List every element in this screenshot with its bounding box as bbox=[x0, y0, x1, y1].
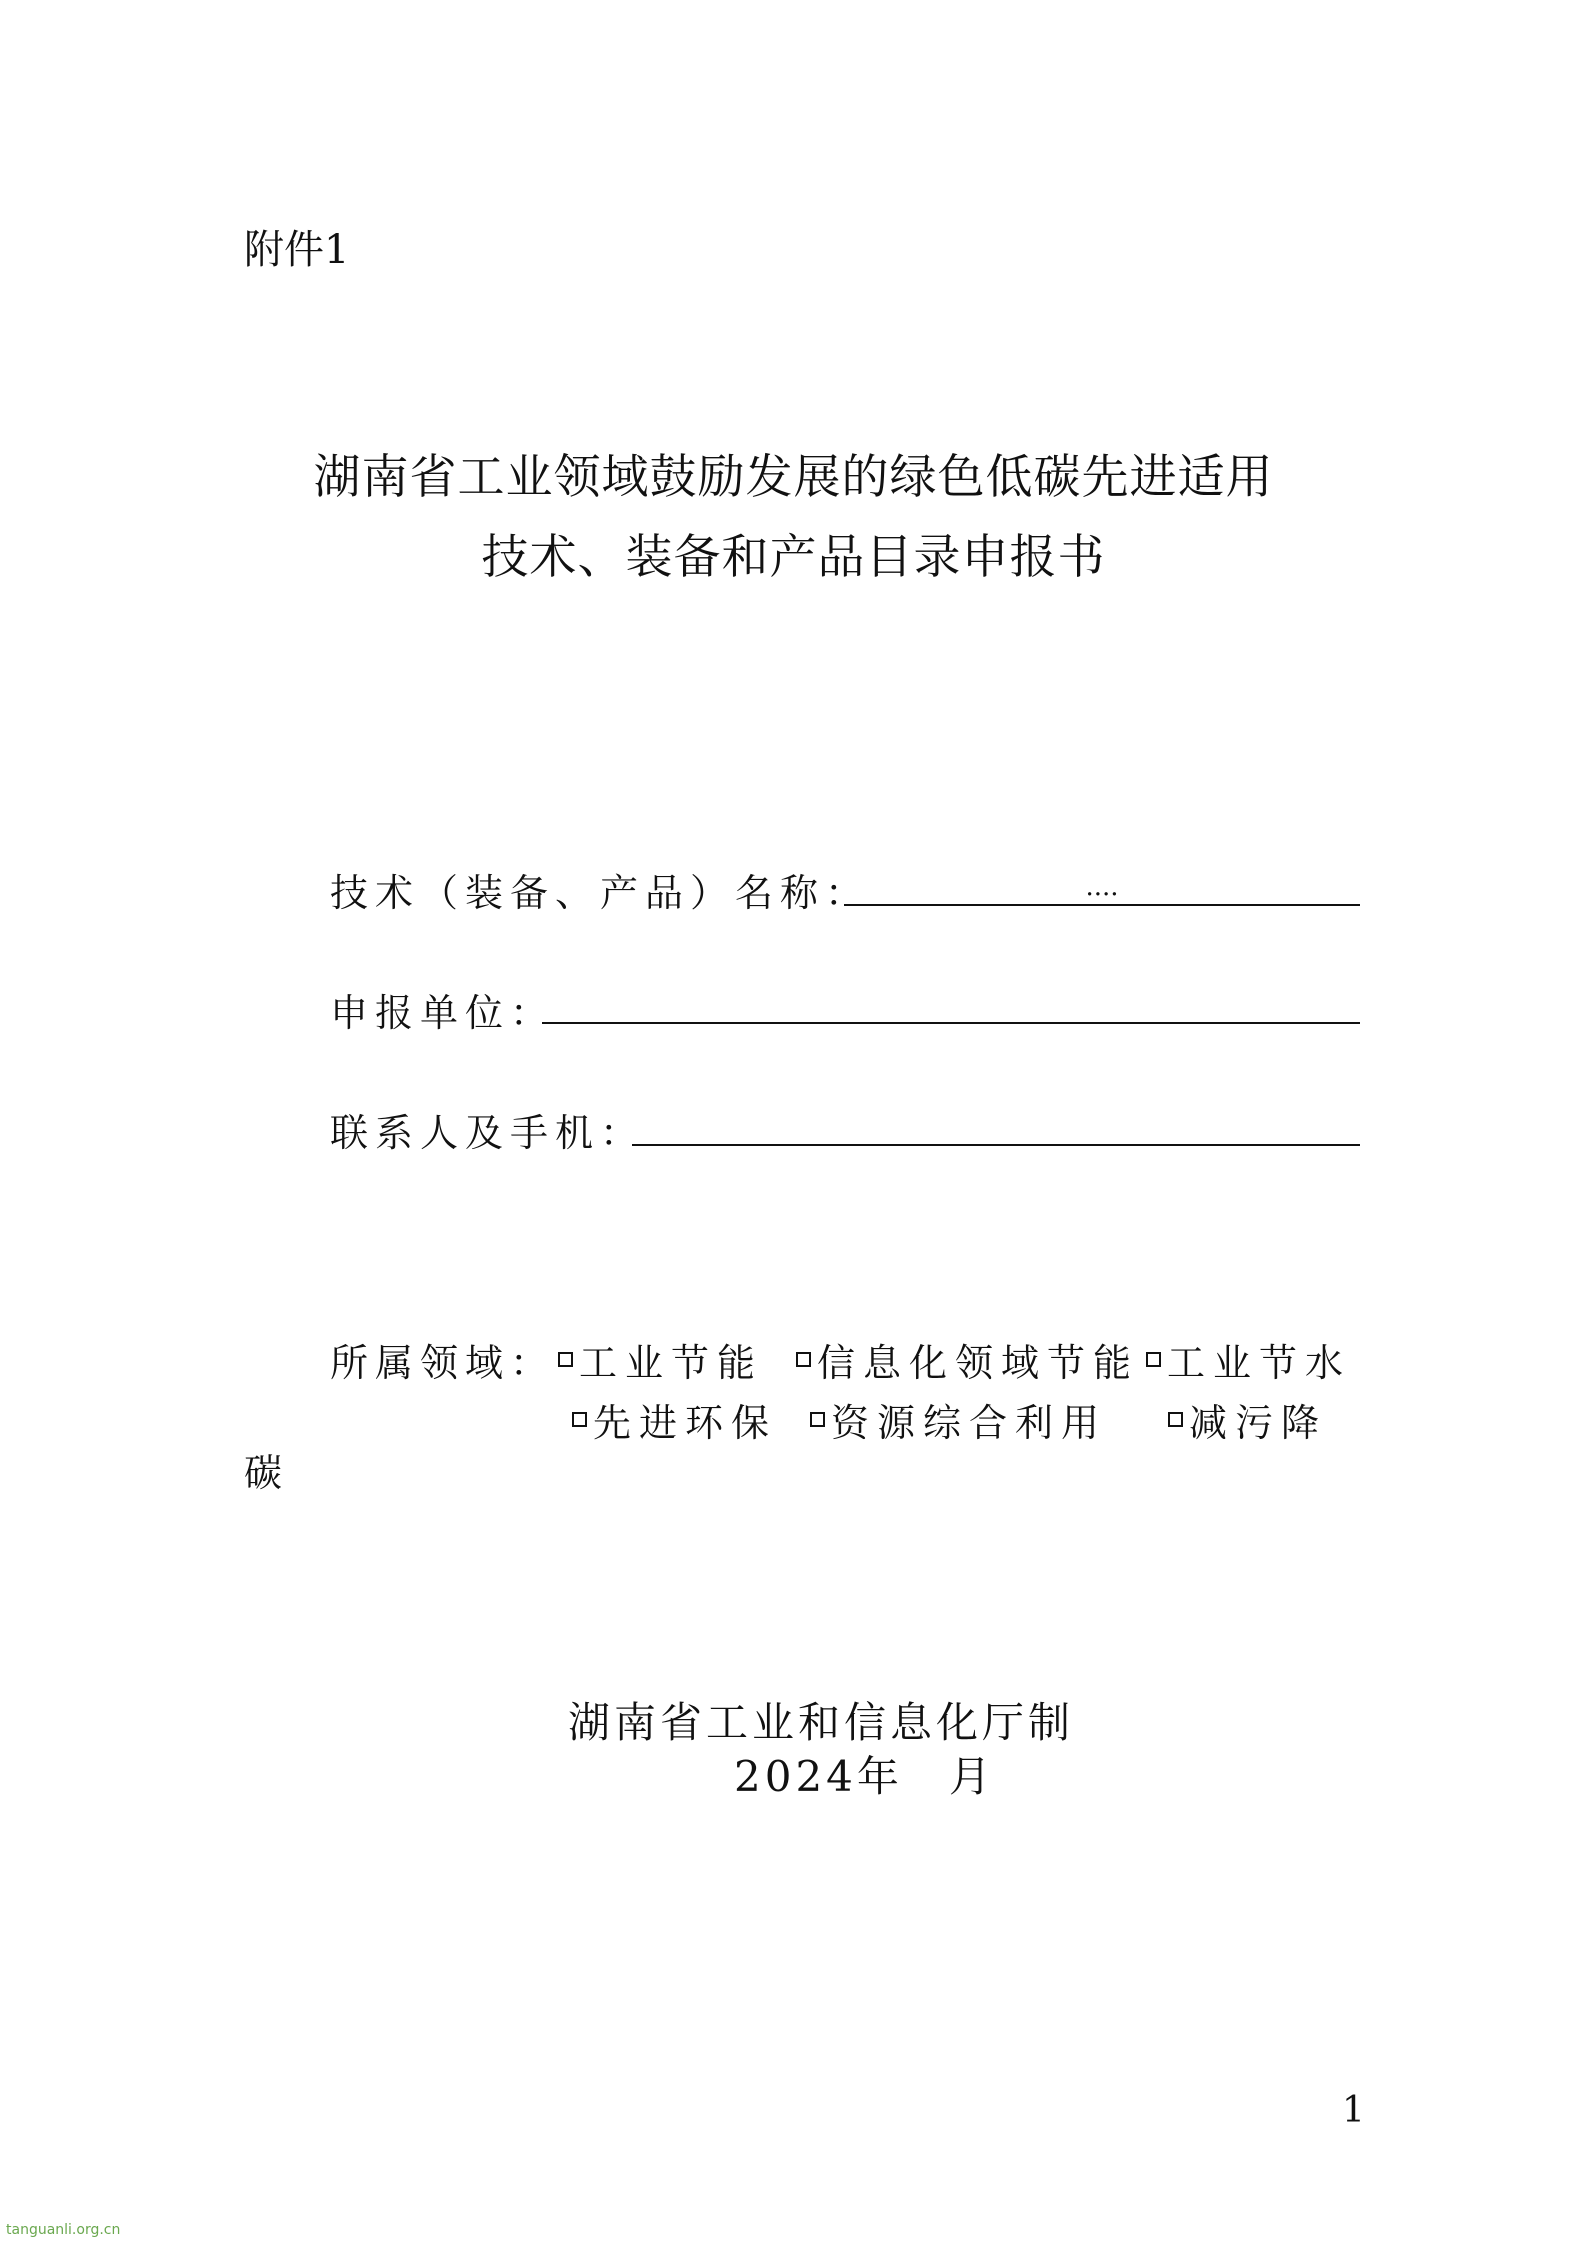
domain-label: 所属领域： bbox=[330, 1341, 556, 1385]
domain-option-pollution-carbon[interactable] bbox=[1168, 1392, 1327, 1447]
unit-field-line[interactable] bbox=[542, 1022, 1360, 1024]
document-title-line-2: 技术、装备和产品目录申报书 bbox=[481, 530, 1106, 585]
checkbox-icon[interactable] bbox=[1146, 1352, 1161, 1367]
unit-field-label: 申报单位： bbox=[330, 991, 556, 1035]
checkbox-icon[interactable] bbox=[558, 1352, 573, 1367]
name-field-value[interactable]: .... bbox=[1085, 872, 1119, 902]
domain-option-it-energy[interactable] bbox=[796, 1332, 1139, 1387]
checkbox-icon[interactable] bbox=[572, 1412, 587, 1427]
attachment-label: 附件1 bbox=[244, 227, 350, 273]
domain-option-label: 资源综合利用 bbox=[831, 1401, 1108, 1445]
page-number: 1 bbox=[1342, 2090, 1365, 2131]
document-title-line-1: 湖南省工业领域鼓励发展的绿色低碳先进适用 bbox=[313, 450, 1274, 505]
domain-option-industrial-water[interactable] bbox=[1146, 1332, 1351, 1387]
domain-option-environmental[interactable] bbox=[572, 1392, 777, 1447]
watermark-text: tanguanli.org.cn bbox=[6, 2222, 121, 2238]
domain-option-label: 减污降 bbox=[1189, 1401, 1328, 1445]
domain-wrap-text: 碳 bbox=[244, 1451, 290, 1495]
date-text: 2024年 月 bbox=[734, 1752, 995, 1801]
checkbox-icon[interactable] bbox=[810, 1412, 825, 1427]
issuer-text: 湖南省工业和信息化厅制 bbox=[568, 1698, 1075, 1747]
domain-option-label: 信息化领域节能 bbox=[817, 1341, 1140, 1385]
domain-option-resource-utilization[interactable] bbox=[810, 1392, 1107, 1447]
contact-field-label: 联系人及手机： bbox=[330, 1111, 646, 1155]
domain-option-industrial-energy[interactable] bbox=[558, 1332, 763, 1387]
domain-option-label: 先进环保 bbox=[593, 1401, 778, 1445]
domain-option-label: 工业节能 bbox=[579, 1341, 764, 1385]
checkbox-icon[interactable] bbox=[796, 1352, 811, 1367]
contact-field-line[interactable] bbox=[632, 1144, 1360, 1146]
domain-option-label: 工业节水 bbox=[1167, 1341, 1352, 1385]
checkbox-icon[interactable] bbox=[1168, 1412, 1183, 1427]
name-field-label: 技术（装备、产品）名称： bbox=[330, 871, 871, 915]
name-field-line[interactable] bbox=[844, 904, 1360, 906]
